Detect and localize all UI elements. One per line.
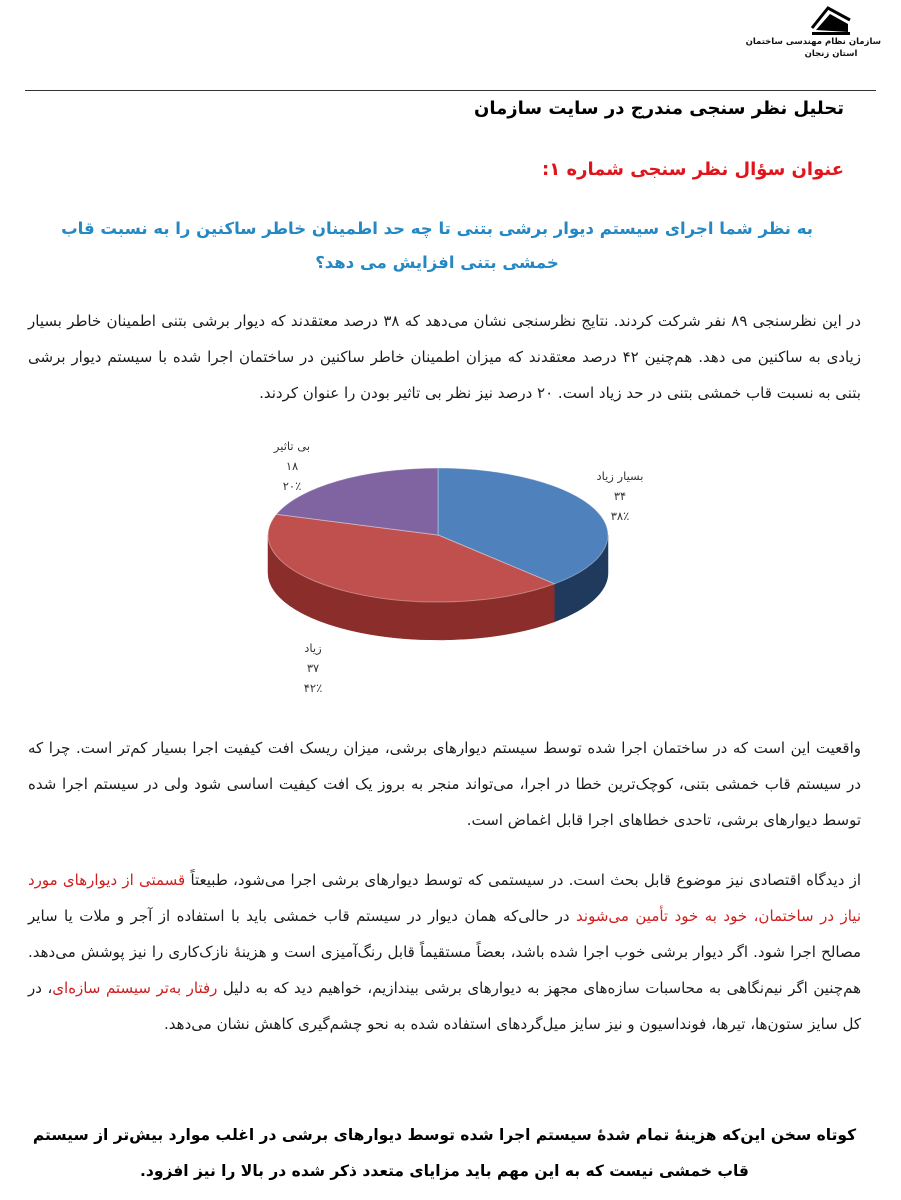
question-heading: عنوان سؤال نظر سنجی شماره ۱: [541,159,844,180]
pie-label-1-0: زیاد [304,641,322,655]
quality-paragraph: واقعیت این است که در ساختمان اجرا شده توسط سیستم دیوارهای برشی، میزان ریسک افت کیفیت اجرا بسیار کم‌تر است. چرا که در سیستم قاب خمشی بتنی، کوچک‌ترین خطا در اجرا، می‌تواند منجر به بروز یک افت کیفیت اساسی شود ولی در سیستم اجرا شده توسط دیوارهای برشی، تاحدی خطاهای اجرا قابل اغماض است. [28,739,861,829]
economic-highlight-2: رفتار به‌تر سیستم سازه‌ای [52,979,218,997]
conclusion-paragraph: کوتاه سخن این‌که هزینهٔ تمام شدهٔ سیستم اجرا شده توسط دیوارهای برشی در اغلب موارد بیش‌تر از سیستم قاب خمشی نیست که به این مهم باید مزایای متعدد ذکر شده در بالا را نیز افزود. [32,1126,857,1180]
pie-label-2-2: ۲۰٪ [282,479,302,493]
pie-label-0-1: ۳۴ [613,489,627,503]
economic-text-3: ، در کل سایز ستون‌ها، تیرها، فونداسیون و نیز سایز میل‌گردهای استفاده شده به نحو چشم‌گیری کاهش نشان می‌دهد. [28,979,861,1033]
building-engineering-logo-icon [808,2,854,36]
org-name: سازمان نظام مهندسی ساختمان [745,37,881,47]
pie-label-1-1: ۳۷ [306,661,320,675]
economic-paragraph [28,862,861,1042]
pie-label-2-0: بی تاثیر [273,439,311,453]
economic-text-1: از دیدگاه اقتصادی نیز موضوع قابل بحث است. در سیستمی که توسط دیوارهای برشی اجرا می‌شود، طبیعتاً [185,871,861,889]
survey-question: به نظر شما اجرای سیستم دیوار برشی بتنی تا چه حد اطمینان خاطر ساکنین را به نسبت قاب خمشی بتنی افزایش می دهد؟ [61,219,813,272]
pie-label-2-1: ۱۸ [285,459,299,473]
pie-label-1-2: ۴۲٪ [303,681,323,695]
org-province: استان زنجان [804,49,858,59]
header-divider [25,90,876,91]
economic-highlight-1: قسمتی از دیوارهای مورد نیاز در ساختمان، خود به خود تأمین می‌شوند [28,871,861,925]
organization-logo [745,0,881,70]
pie-label-0-0: بسیار زیاد [596,469,644,483]
page-title: تحلیل نظر سنجی مندرج در سایت سازمان [473,98,844,119]
survey-pie-chart [0,430,901,720]
economic-text-2: در حالی‌که همان دیوار در سیستم قاب خمشی باید با استفاده از آجر و ملات یا سایر مصالح اجرا شود. اگر دیوار برشی خوب اجرا شده باشد، بعضاً مستقیماً قابل رنگ‌آمیزی است و هزینهٔ نازک‌کاری را نیز پوشش می‌دهد. هم‌چنین اگر نیم‌نگاهی به محاسبات سازه‌های مجهز به دیوارهای برشی بیندازیم، خواهیم دید که به دلیل [28,907,861,997]
pie-label-0-2: ۳۸٪ [610,509,630,523]
results-paragraph: در این نظرسنجی ۸۹ نفر شرکت کردند. نتایج نظرسنجی نشان می‌دهد که ۳۸ درصد معتقدند که دیوار برشی بتنی اطمینان خاطر بسیار زیادی به ساکنین می دهد. هم‌چنین ۴۲ درصد معتقدند که میزان اطمینان خاطر ساکنین در ساختمان اجرا شده با سیستم دیوار برشی بتنی به نسبت قاب خمشی بتنی در حد زیاد است. ۲۰ درصد نیز نظر بی تاثیر بودن را عنوان کردند. [28,312,861,402]
